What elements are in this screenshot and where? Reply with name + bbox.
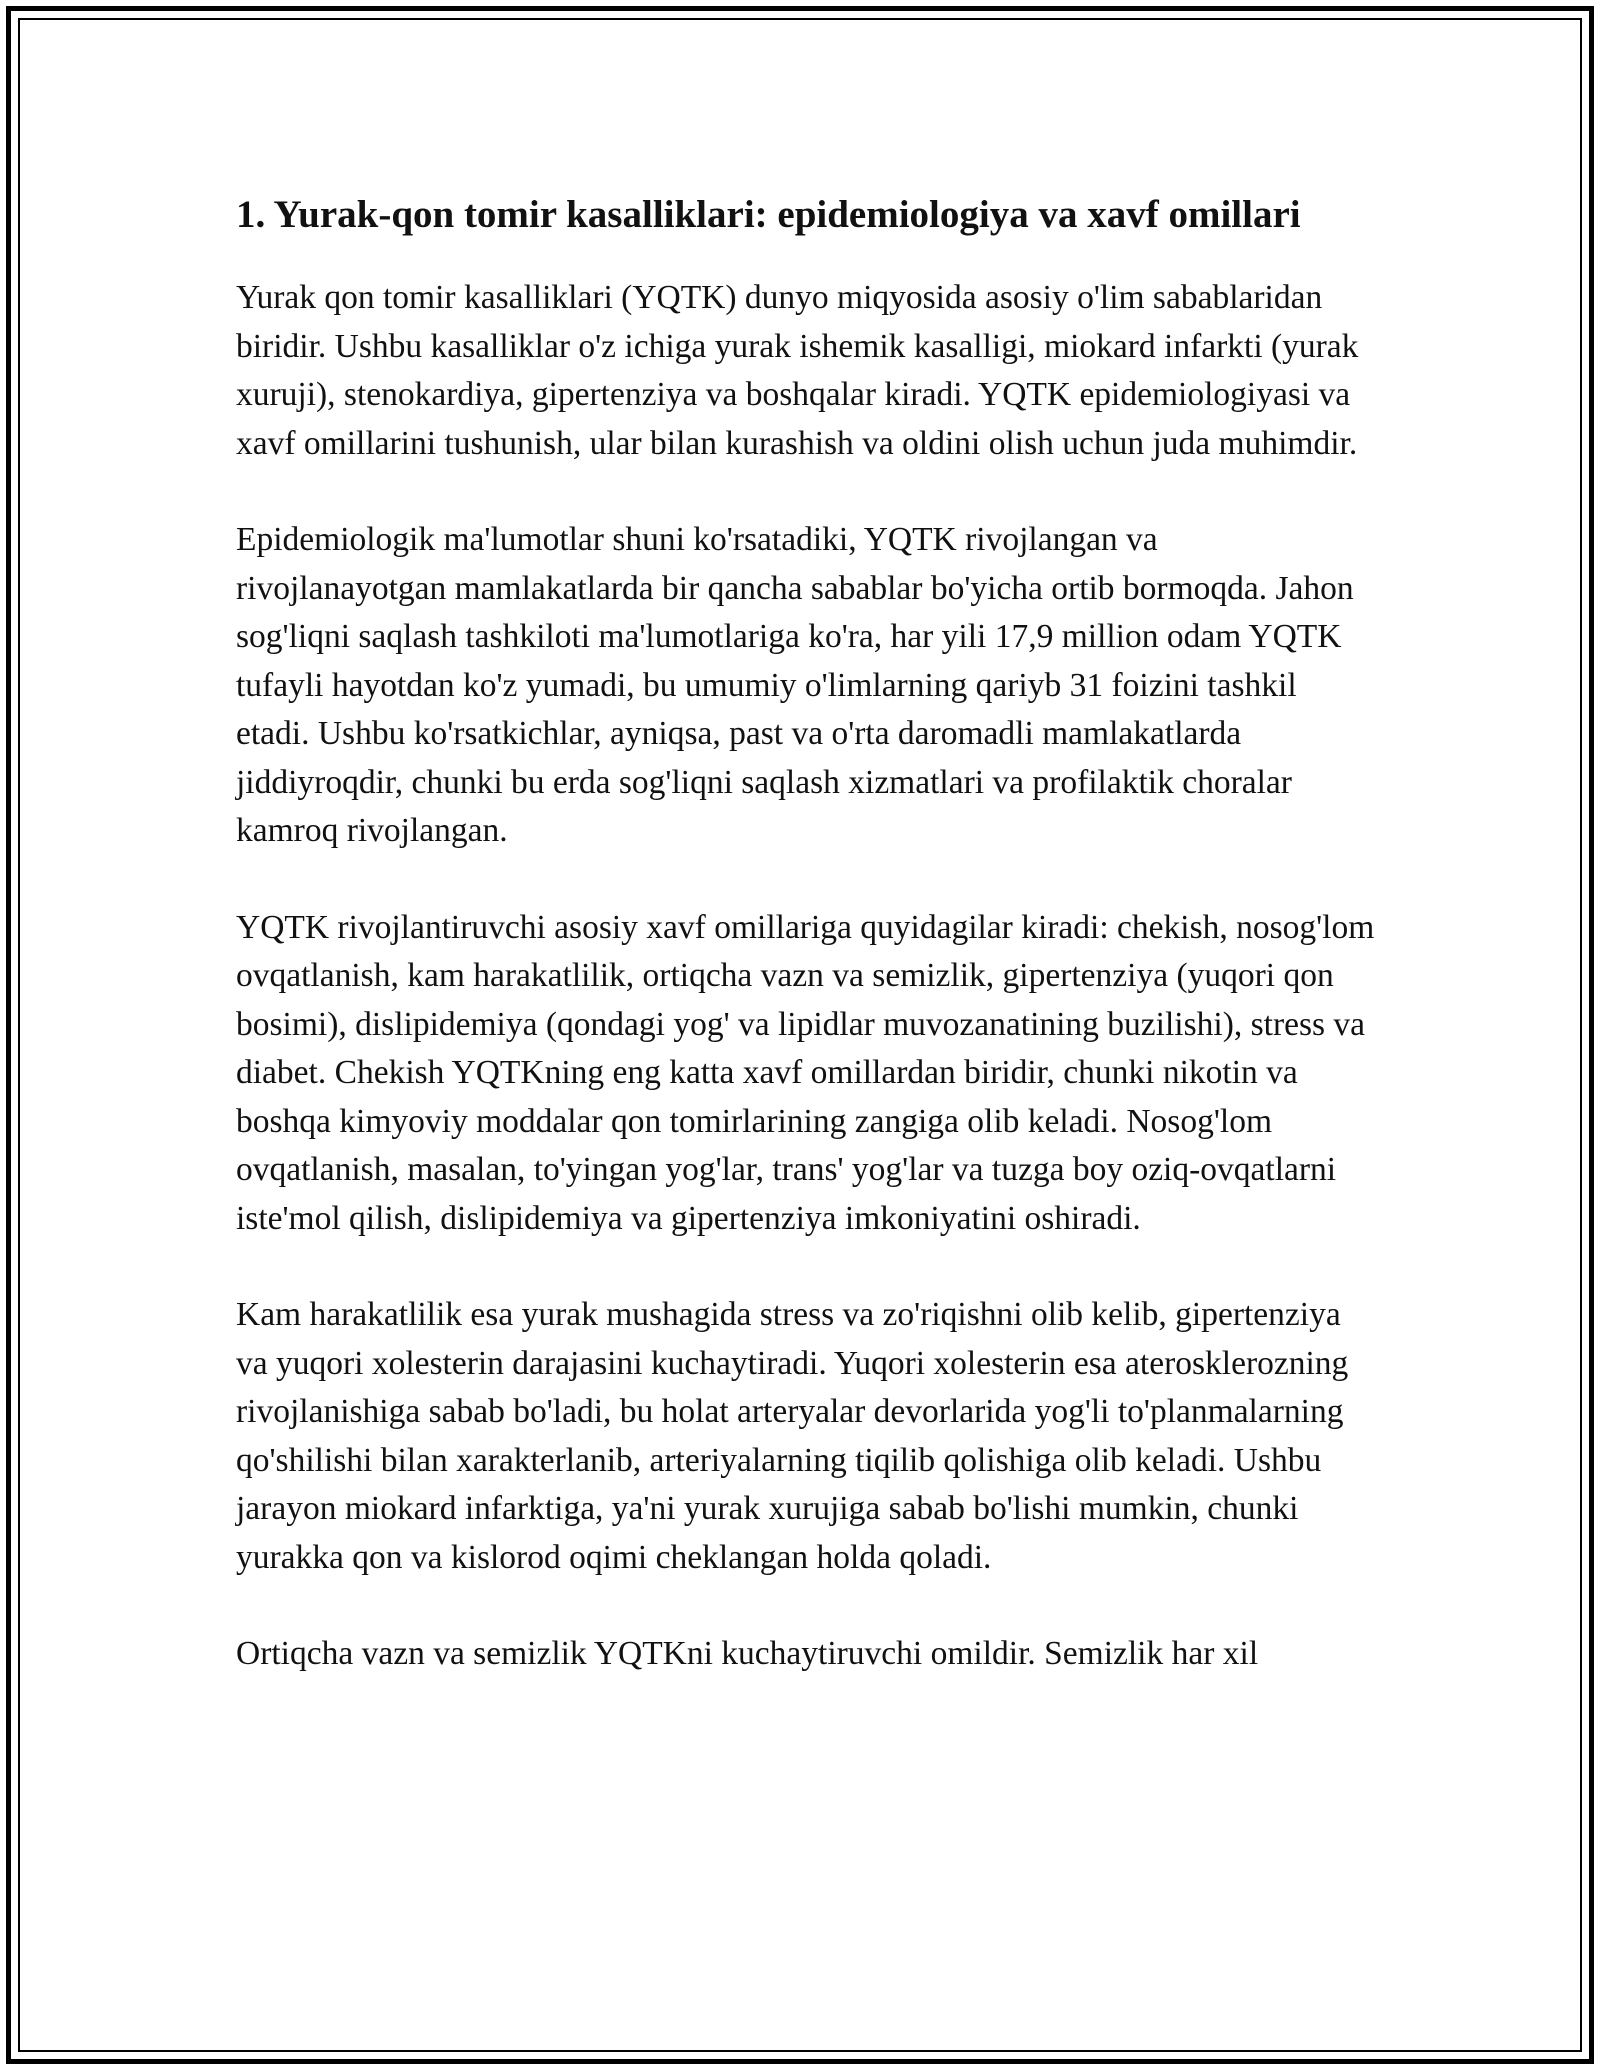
paragraph-4: Kam harakatlilik esa yurak mushagida stress va zo'riqishni olib kelib, gipertenziya va yuqori xolesterin darajasini kuchaytiradi. Yuqori xolesterin esa aterosklerozning rivojlanishiga sabab bo'ladi, bu holat arteryalar devorlarida yog'li to'planmalarning qo'shilishi bilan xarakterlanib, arteriyalarning tiqilib qolishiga olib keladi. Ushbu jarayon miokard infarktiga, ya'ni yurak xurujiga sabab bo'lishi mumkin, chunki yurakka qon va kislorod oqimi cheklangan holda qoladi. <box>236 1296 1349 1576</box>
paragraph-1: Yurak qon tomir kasalliklari (YQTK) dunyo miqyosida asosiy o'lim sabablaridan biridir. Ushbu kasalliklar o'z ichiga yurak ishemik kasalligi, miokard infarkti (yurak xuruji), stenokardiya, gipertenziya va boshqalar kiradi. YQTK epidemiologiyasi va xavf omillarini tushunish, ular bilan kurashish va oldini olish uchun juda muhimdir. <box>236 279 1359 462</box>
document-body <box>236 188 1376 1727</box>
paragraph-5: Ortiqcha vazn va semizlik YQTKni kuchaytiruvchi omildir. Semizlik har xil <box>236 1635 1259 1672</box>
paragraph-2: Epidemiologik ma'lumotlar shuni ko'rsatadiki, YQTK rivojlangan va rivojlanayotgan mamlakatlarda bir qancha sabablar bo'yicha ortib bormoqda. Jahon sog'liqni saqlash tashkiloti ma'lumotlariga ko'ra, har yili 17,9 million odam YQTK tufayli hayotdan ko'z yumadi, bu umumiy o'limlarning qariyb 31 foizini tashkil etadi. Ushbu ko'rsatkichlar, ayniqsa, past va o'rta daromadli mamlakatlarda jiddiyroqdir, chunki bu erda sog'liqni saqlash xizmatlari va profilaktik choralar kamroq rivojlangan. <box>236 521 1354 849</box>
paragraph-3: YQTK rivojlantiruvchi asosiy xavf omillariga quyidagilar kiradi: chekish, nosog'lom ovqatlanish, kam harakatlilik, ortiqcha vazn va semizlik, gipertenziya (yuqori qon bosimi), dislipidemiya (qondagi yog' va lipidlar muvozanatining buzilishi), stress va diabet. Chekish YQTKning eng katta xavf omillardan biridir, chunki nikotin va boshqa kimyoviy moddalar qon tomirlarining zangiga olib keladi. Nosog'lom ovqatlanish, masalan, to'yingan yog'lar, trans' yog'lar va tuzga boy oziq-ovqatlarni iste'mol qilish, dislipidemiya va gipertenziya imkoniyatini oshiradi. <box>236 908 1375 1237</box>
section-title: 1. Yurak-qon tomir kasalliklari: epidemiologiya va xavf omillari <box>236 193 1301 236</box>
